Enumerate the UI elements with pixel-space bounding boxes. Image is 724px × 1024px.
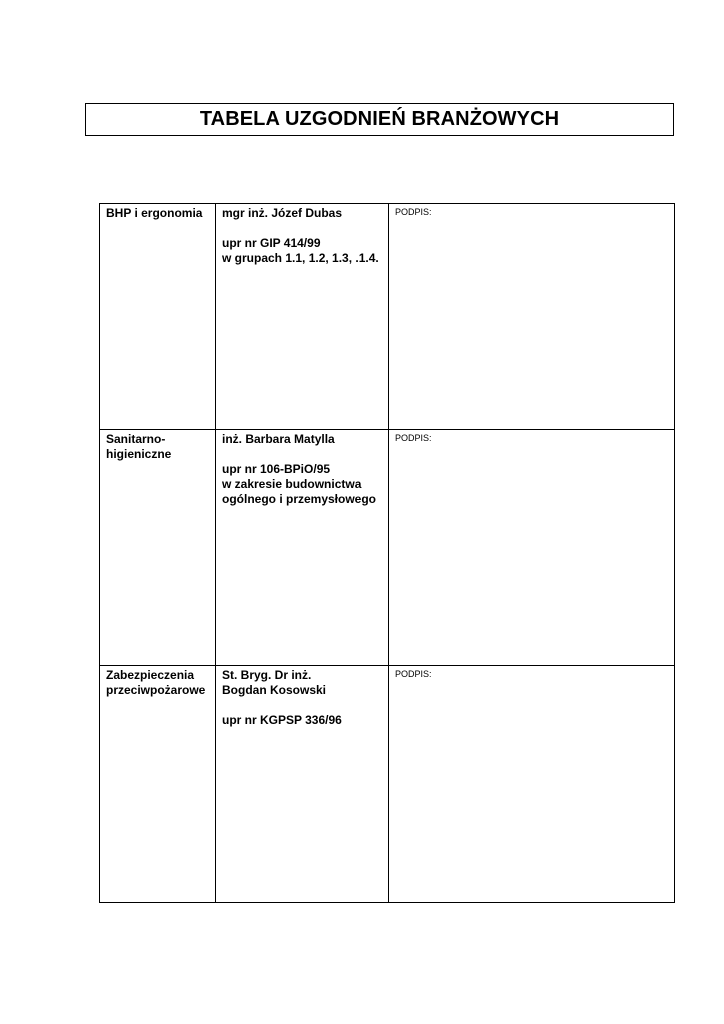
specialist-cell xyxy=(216,204,389,430)
signature-cell xyxy=(389,204,675,430)
table-row xyxy=(100,204,675,430)
specialist-name: mgr inż. Józef Dubas xyxy=(222,206,343,220)
specialist-name: St. Bryg. Dr inż. Bogdan Kosowski xyxy=(222,668,327,697)
signature-label: PODPIS: xyxy=(395,669,432,679)
license-info: upr nr 106-BPiO/95 w zakresie budownictwa ogólnego i przemysłowego xyxy=(222,462,377,506)
table-row xyxy=(100,666,675,903)
branch-name: Sanitarno- higieniczne xyxy=(106,432,172,461)
specialist-name: inż. Barbara Matylla xyxy=(222,432,335,446)
branch-cell xyxy=(100,666,216,903)
branch-name: BHP i ergonomia xyxy=(106,206,203,220)
title-box xyxy=(85,103,674,136)
specialist-cell xyxy=(216,430,389,666)
license-info: upr nr KGPSP 336/96 xyxy=(222,713,342,727)
branch-name: Zabezpieczenia przeciwpożarowe xyxy=(106,668,206,697)
signature-label: PODPIS: xyxy=(395,207,432,217)
approvals-table xyxy=(99,203,675,903)
table-row xyxy=(100,430,675,666)
signature-cell xyxy=(389,430,675,666)
branch-cell xyxy=(100,430,216,666)
branch-cell xyxy=(100,204,216,430)
signature-cell xyxy=(389,666,675,903)
document-title: TABELA UZGODNIEŃ BRANŻOWYCH xyxy=(199,108,560,130)
specialist-cell xyxy=(216,666,389,903)
license-info: upr nr GIP 414/99 w grupach 1.1, 1.2, 1.3, .1.4. xyxy=(222,236,379,265)
signature-label: PODPIS: xyxy=(395,433,432,443)
